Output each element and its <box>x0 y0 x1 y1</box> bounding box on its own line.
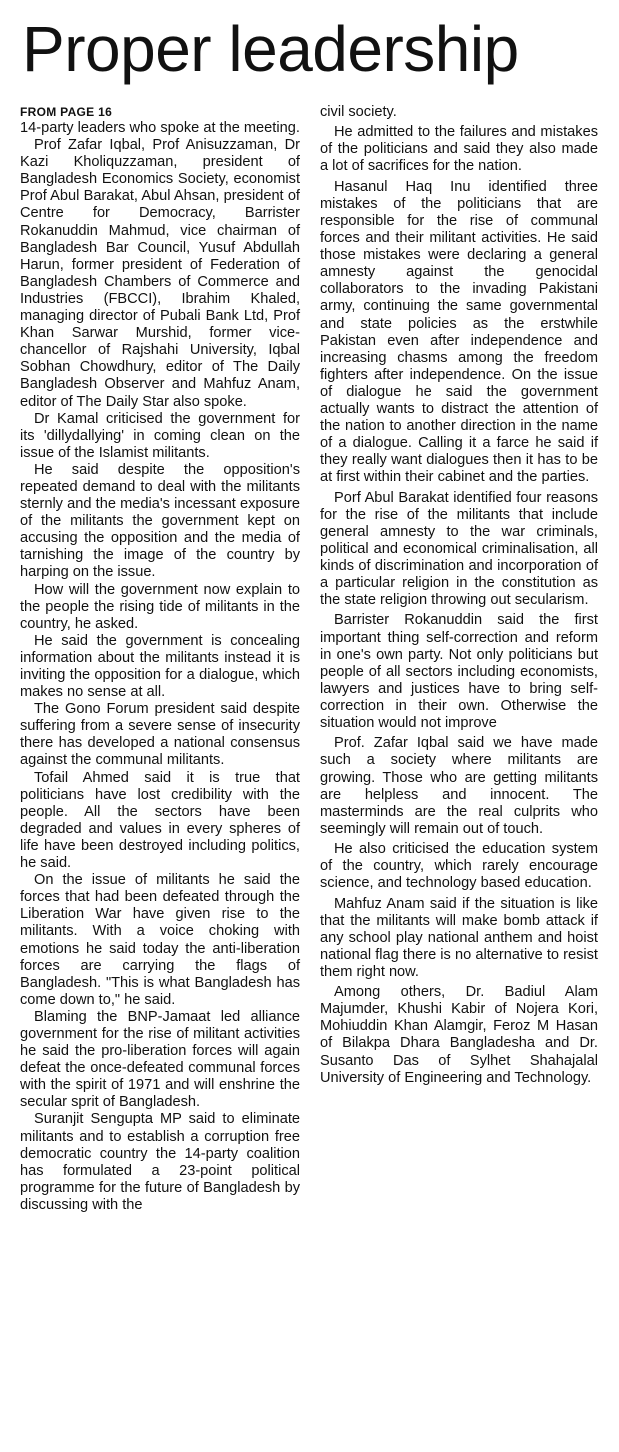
paragraph: 14-party leaders who spoke at the meeting. <box>20 120 300 136</box>
paragraph: Tofail Ahmed said it is true that politicians have lost credibility with the people. All the sectors have been degraded and values in every spheres of life have been destroyed including politics, he said. <box>20 769 300 872</box>
paragraph: Suranjit Sengupta MP said to eliminate militants and to establish a corruption free democratic country the 14-party coalition has formulated a 23-point political programme for the future of Bangladesh by discussing with the <box>20 1111 300 1213</box>
paragraph: He said despite the opposition's repeated demand to deal with the militants sternly and the media's incessant exposure of the militants the government kept on accusing the opposition and the media of tarnishing the image of the country by harping on the issue. <box>20 461 300 581</box>
paragraph: Dr Kamal criticised the government for its 'dillydallying' in coming clean on the issue of the Islamist militants. <box>20 410 300 461</box>
paragraph: Prof. Zafar Iqbal said we have made such a society where militants are growing. Those who are getting militants are helpless and innocent. The masterminds are the real culprits who seemingly will remain out of touch. <box>320 735 598 837</box>
paragraph: Hasanul Haq Inu identified three mistakes of the politicians that are responsible for the rise of communal forces and their militant activities. He said those mistakes were declaring a general amnesty against the genocidal collaborators to the invading Pakistani army, continuing the same governmental and state policies as the erstwhile Pakistan even after independence and increasing chasms among the freedom fighters after independence. On the issue of dialogue he said the government actually wants to distract the attention of the nation to another direction in the name of a dialogue. Calling it a farce he said if they really want dialogues then it has to be at first within their cabinet and the parties. <box>320 178 598 486</box>
article-column-1 <box>20 104 300 1214</box>
article-column-2 <box>320 104 598 1090</box>
paragraph: Prof Zafar Iqbal, Prof Anisuzzaman, Dr Kazi Kholiquzzaman, president of Bangladesh Economics Society, economist Prof Abul Barakat, Abul Ahsan, president of Centre for Democracy, Barrister Rokanuddin Mahmud, vice chairman of Bangladesh Bar Council, Yusuf Abdullah Harun, former president of Federation of Bangladesh Chambers of Commerce and Industries (FBCCI), Ibrahim Khaled, managing director of Pubali Bank Ltd, Prof Khan Sarwar Murshid, former vice-chancellor of Rajshahi University, Iqbal Sobhan Chowdhury, editor of The Daily Bangladesh Observer and Mahfuz Anam, editor of The Daily Star also spoke. <box>20 137 300 410</box>
continued-from-label: FROM PAGE 16 <box>20 105 113 119</box>
paragraph: He also criticised the education system of the country, which rarely encourage science, and technology based education. <box>320 841 598 892</box>
paragraph: Among others, Dr. Badiul Alam Majumder, Khushi Kabir of Nojera Kori, Mohiuddin Khan Alamgir, Feroz M Hasan of Bilakpa Dhara Bangladesha and Dr. Susanto Das of Sylhet Shahajalal University of Engineering and Technology. <box>320 984 598 1086</box>
paragraph: The Gono Forum president said despite suffering from a severe sense of insecurity there has developed a national consensus against the communal militants. <box>20 701 300 769</box>
paragraph: Mahfuz Anam said if the situation is like that the militants will make bomb attack if any school play national anthem and hoist national flag there is no alternative to resist them right now. <box>320 895 598 980</box>
paragraph: On the issue of militants he said the forces that had been defeated through the Liberation War have given rise to the militants. With a voice choking with emotions he said today the anti-liberation forces are carrying the flags of Bangladesh. "This is what Bangladesh has come down to," he said. <box>20 872 300 1008</box>
paragraph: How will the government now explain to the people the rising tide of militants in the country, he asked. <box>20 581 300 632</box>
paragraph: civil society. <box>320 104 397 120</box>
headline: Proper leadership <box>22 13 519 85</box>
paragraph: Blaming the BNP-Jamaat led alliance government for the rise of militant activities he said the pro-liberation forces will again defeat the once-defeated communal forces with the spirit of 1971 and will enshrine the secular sprit of Bangladesh. <box>20 1008 300 1111</box>
paragraph: Porf Abul Barakat identified four reasons for the rise of the militants that include general amnesty to the war criminals, political and economical criminalisation, all kinds of discrimination and incorporation of a particular religion in the constitution as the state religion throwing out secularism. <box>320 489 598 609</box>
paragraph: He admitted to the failures and mistakes of the politicians and said they also made a lot of sacrifices for the nation. <box>320 124 598 175</box>
paragraph: He said the government is concealing information about the militants instead it is inviting the opposition for a dialogue, which makes no sense at all. <box>20 632 300 701</box>
paragraph: Barrister Rokanuddin said the first important thing self-correction and reform in one's own party. Not only politicians but people of all sectors including economists, lawyers and justices have to bring self-correction in their own. Otherwise the situation would not improve <box>320 612 598 732</box>
